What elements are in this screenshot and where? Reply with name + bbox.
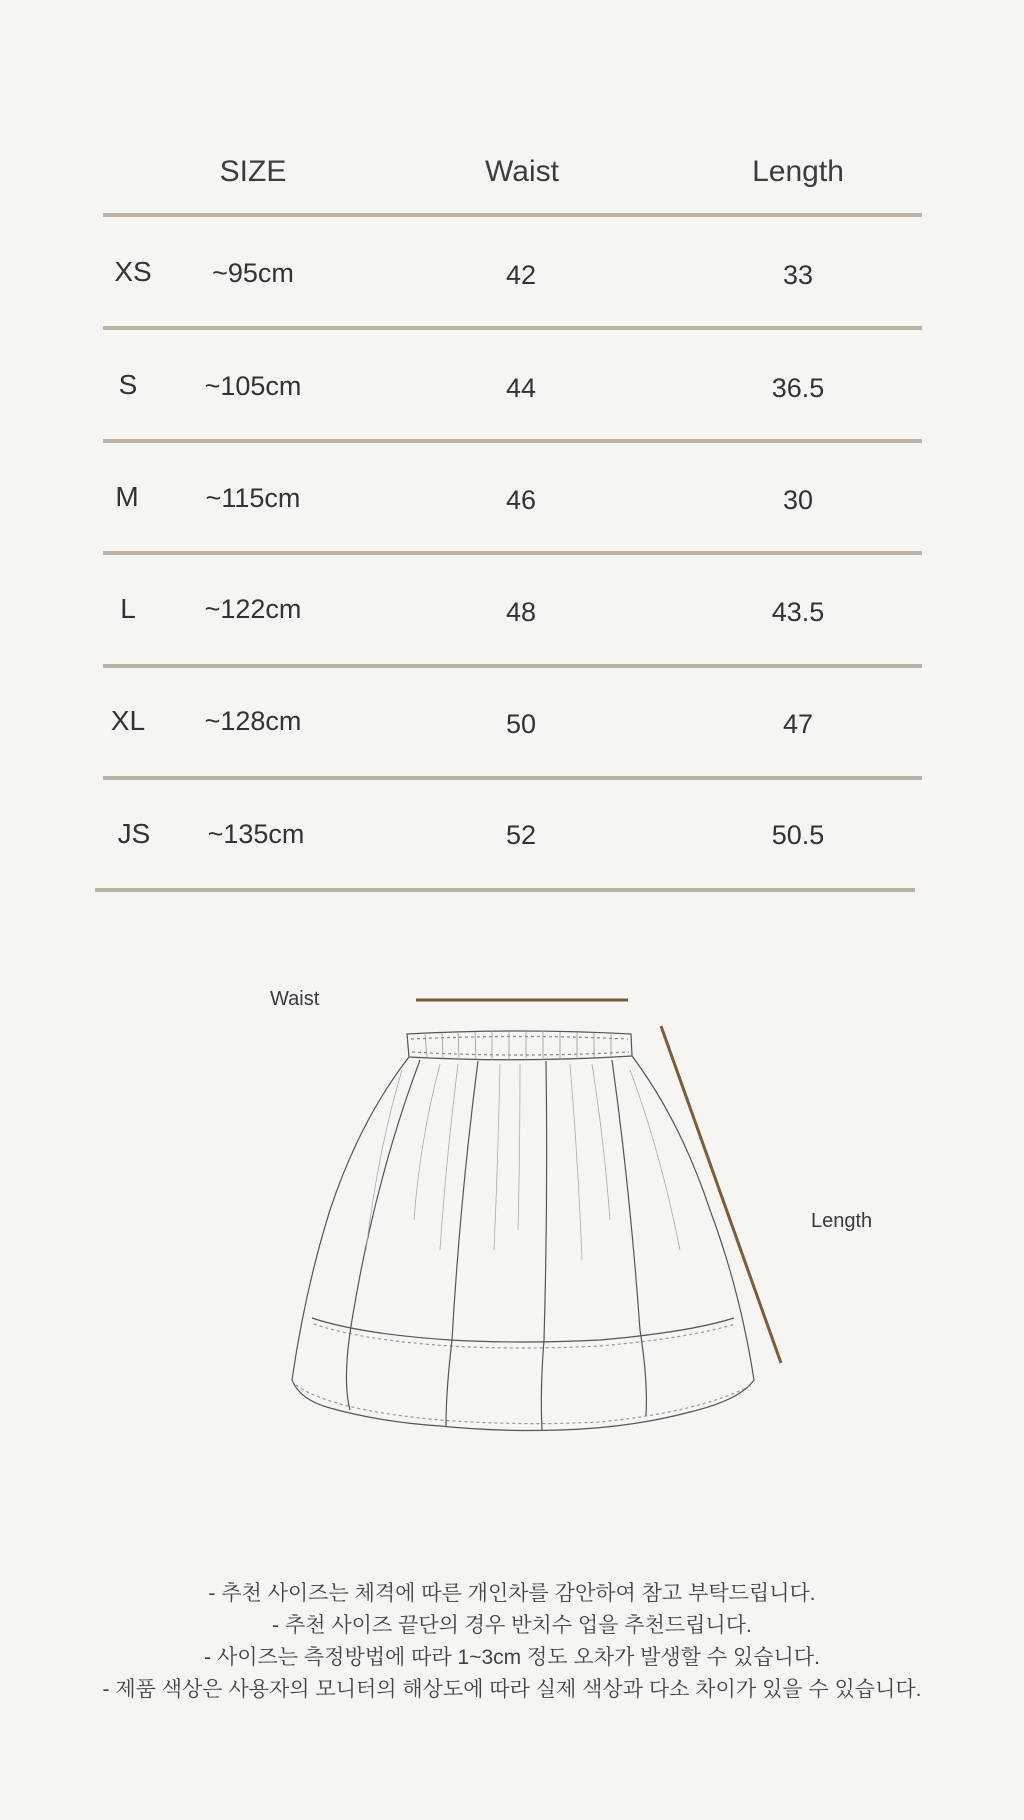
measurement-diagram — [0, 960, 1024, 1460]
row-l-height: ~122cm — [204, 594, 302, 624]
row-l-length: 43.5 — [771, 597, 825, 627]
row-m-waist: 46 — [505, 485, 537, 515]
row-s-height: ~105cm — [204, 371, 302, 401]
row-m-code: M — [115, 481, 139, 512]
row-l-code: L — [120, 593, 136, 624]
waist-label: Waist — [270, 988, 320, 1010]
row-m-length: 30 — [782, 485, 814, 515]
row-xs-code: XS — [114, 256, 152, 287]
note-line: - 추천 사이즈 끝단의 경우 반치수 업을 추천드립니다. — [272, 1614, 752, 1637]
row-js-length: 50.5 — [771, 820, 825, 850]
header-length: Length — [752, 155, 844, 188]
row-xs-height: ~95cm — [212, 258, 294, 288]
note-line: - 추천 사이즈는 체격에 따른 개인차를 감안하여 참고 부탁드립니다. — [208, 1582, 816, 1605]
row-js-waist: 52 — [505, 820, 537, 850]
row-xl-height: ~128cm — [204, 706, 302, 736]
row-xs-length: 33 — [782, 260, 814, 290]
length-label: Length — [811, 1210, 873, 1232]
row-xl-length: 47 — [782, 709, 814, 739]
row-l-waist: 48 — [505, 597, 537, 627]
note-line: - 제품 색상은 사용자의 모니터의 해상도에 따라 실제 색상과 다소 차이가 있을 수 있습니다. — [102, 1678, 922, 1701]
size-table — [0, 0, 1024, 900]
row-xs-waist: 42 — [505, 260, 537, 290]
row-s-code: S — [118, 369, 138, 400]
row-s-length: 36.5 — [771, 373, 825, 403]
note-line: - 사이즈는 측정방법에 따라 1~3cm 정도 오차가 발생할 수 있습니다. — [204, 1646, 820, 1669]
table-rule-xl — [103, 776, 922, 780]
length-measure-line — [661, 1026, 781, 1363]
size-notes — [0, 1578, 1024, 1706]
row-m-height: ~115cm — [205, 483, 301, 513]
table-rule-l — [103, 664, 922, 668]
header-waist: Waist — [485, 155, 559, 188]
table-rule-bottom — [95, 888, 915, 892]
row-js-height: ~135cm — [207, 819, 305, 849]
skirt-illustration — [0, 960, 1024, 1460]
row-xl-waist: 50 — [505, 709, 537, 739]
row-s-waist: 44 — [505, 373, 537, 403]
row-js-code: JS — [117, 818, 151, 849]
table-rule-xs — [103, 326, 922, 330]
table-rule-header — [103, 213, 922, 217]
header-size: SIZE — [219, 155, 287, 188]
table-rule-s — [103, 439, 922, 443]
row-xl-code: XL — [110, 705, 146, 736]
table-rule-m — [103, 551, 922, 555]
